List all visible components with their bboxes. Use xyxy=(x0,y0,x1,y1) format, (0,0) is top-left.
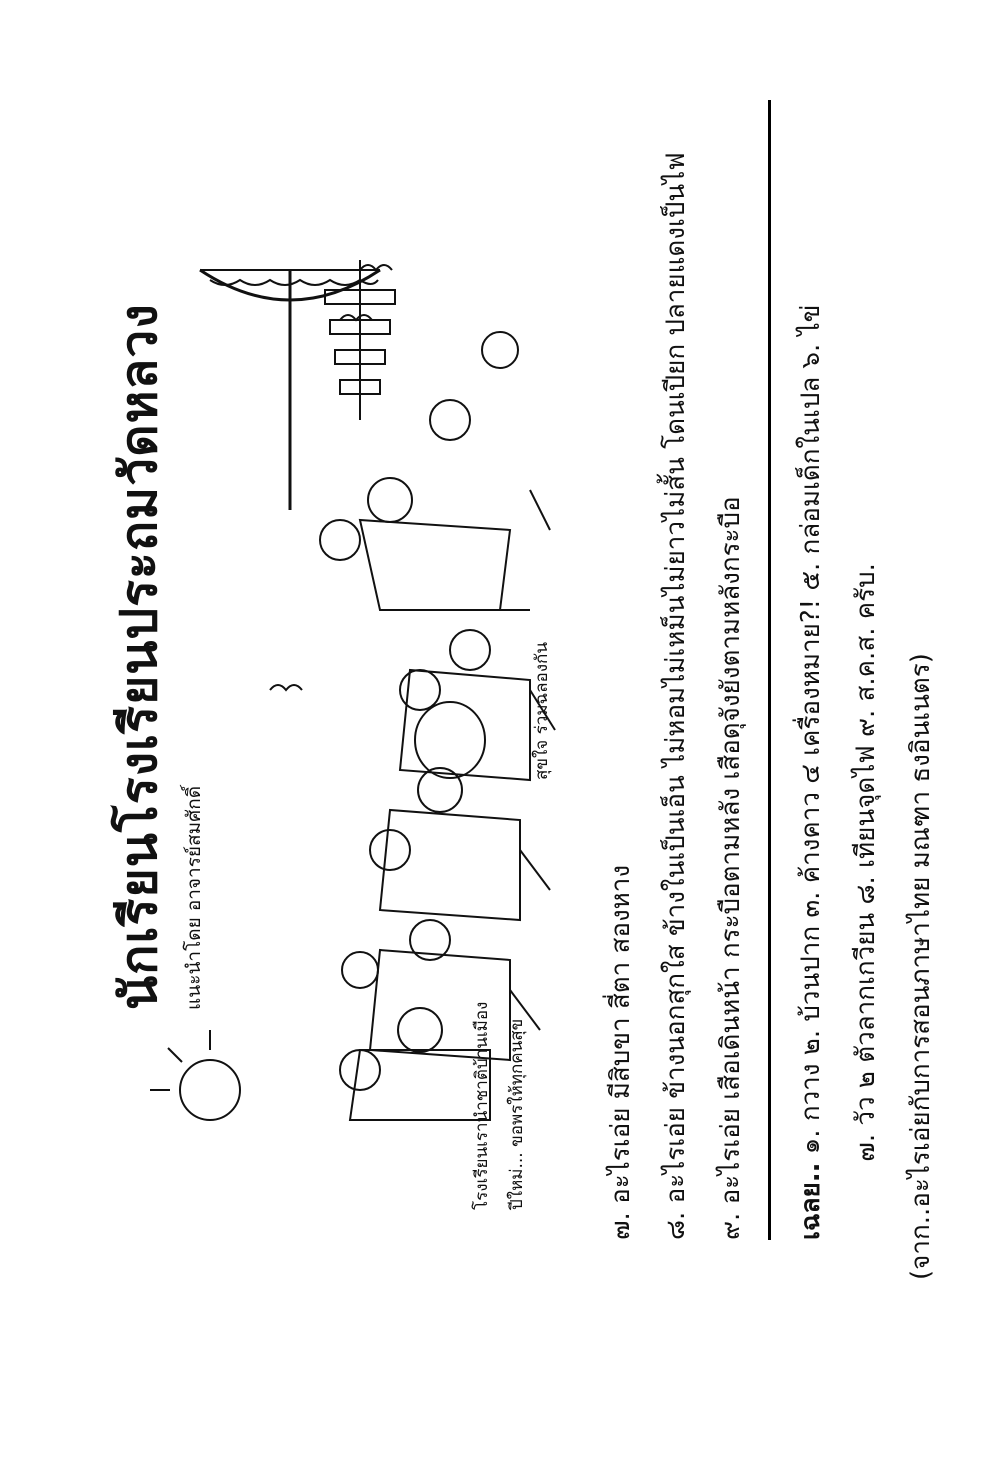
divider-line xyxy=(768,100,771,1240)
speech-bubble-2-text: ปีใหม่... ขอพรให้ทุกคนสุข xyxy=(507,1018,527,1210)
byline: แนะนำโดย อาจารย์สมศักดิ์ xyxy=(183,785,205,1010)
source-line xyxy=(900,653,941,1280)
speech-bubble-3 xyxy=(530,642,554,780)
answers-line-1 xyxy=(790,305,831,1240)
speech-bubble-2 xyxy=(505,1019,529,1210)
speech-bubble-1-text: โรงเรียนเรานำชาติบ้านเมือง xyxy=(472,1001,492,1210)
riddle-8-text: ๘. อะไรเอ่ย ข้างนอกสุกใส ข้างในเป็นเอ็น ไม่หอมไม่เหม็นไม่ยาวไม่สั้น โดนเปียก ปลายแดงเป็นไฟ xyxy=(661,152,691,1240)
riddle-7 xyxy=(600,865,641,1240)
speech-bubble-3-text: สุขใจ ร่วมฉลองกัน xyxy=(532,642,552,780)
sun-ornament-drawing xyxy=(150,1030,240,1120)
riddle-8 xyxy=(655,152,696,1240)
riddle-7-text: ๗. อะไรเอ่ย มีสิบขา สี่ตา สองหาง xyxy=(606,864,636,1240)
source-text: (จาก..อะไรเอ่ยกับการสอนภาษาไทย มณฑา ธงอินเนตร) xyxy=(906,653,936,1280)
marching-children-drawing xyxy=(320,332,555,1120)
riddle-9 xyxy=(710,496,751,1240)
title-block xyxy=(100,303,209,1010)
parasol-drawing xyxy=(200,270,380,510)
speech-bubble-1 xyxy=(470,1002,494,1210)
answers-line-2 xyxy=(845,563,886,1240)
riddle-9-text: ๙. อะไรเอ่ย เสือเดินหน้า กระบือตามหลัง เสือดุจังยังตามหลังกระบือ xyxy=(716,496,746,1240)
answers-line-1-text: ๑. กวาง ๒. บ้วนปาก ๓. ค้างคาว ๔ เครื่องหมาย?! ๕. กล่อมเด็กในเปล ๖. ไข่ xyxy=(796,304,826,1155)
page-title: นักเรียนโรงเรียนประถมวัดหลวง xyxy=(110,303,168,1010)
answers-label: เฉลย.. xyxy=(796,1162,826,1240)
answers-line-2-text: ๗. วัว ๒ ตัวลากเกวียน ๘. เทียนจุดไฟ ๙. ส.ค.ส. ครับ. xyxy=(851,563,881,1162)
